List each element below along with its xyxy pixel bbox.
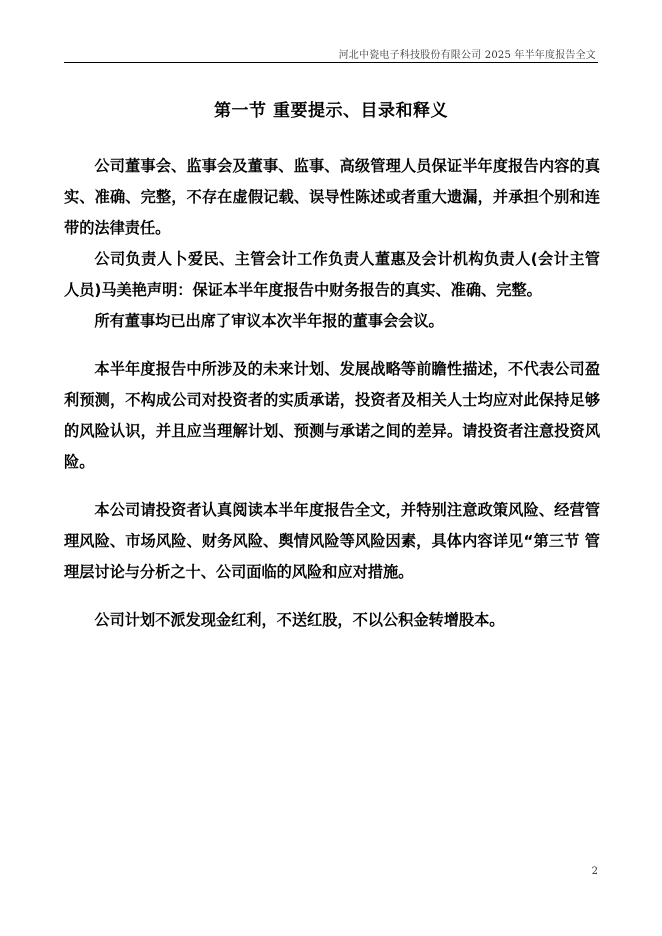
paragraph-dividend-plan: 公司计划不派发现金红利，不送红股，不以公积金转增股本。 [94, 611, 505, 629]
paragraph-risk-notice: 本公司请投资者认真阅读本半年度报告全文，并特别注意政策风险、经营管理风险、市场风险、财务风险、舆情风险等风险因素，具体内容详见“第三节 管理层讨论与分析之十、公司面临的风险和应对措施。 [64, 501, 600, 581]
section-title: 第一节 重要提示、目录和释义 [214, 101, 448, 121]
body-content [64, 151, 600, 636]
paragraph-officer-declaration: 公司负责人卜爱民、主管会计工作负责人董惠及会计机构负责人(会计主管人员)马美艳声明：保证本半年度报告中财务报告的真实、准确、完整。 [64, 250, 600, 299]
paragraph-forward-looking-statement: 本半年度报告中所涉及的未来计划、发展战略等前瞻性描述，不代表公司盈利预测，不构成公司对投资者的实质承诺，投资者及相关人士均应对此保持足够的风险认识，并且应当理解计划、预测与承诺之间的差异。请投资者注意投资风险。 [64, 360, 600, 471]
paragraph-board-guarantee: 公司董事会、监事会及董事、监事、高级管理人员保证半年度报告内容的真实、准确、完整，不存在虚假记载、误导性陈述或者重大遗漏，并承担个别和连带的法律责任。 [64, 157, 600, 237]
running-header: 河北中瓷电子科技股份有限公司 2025 年半年度报告全文 [338, 50, 596, 61]
page-number: 2 [591, 866, 598, 877]
header-divider [64, 62, 598, 63]
paragraph-directors-attendance: 所有董事均已出席了审议本次半年报的董事会会议。 [94, 312, 444, 330]
